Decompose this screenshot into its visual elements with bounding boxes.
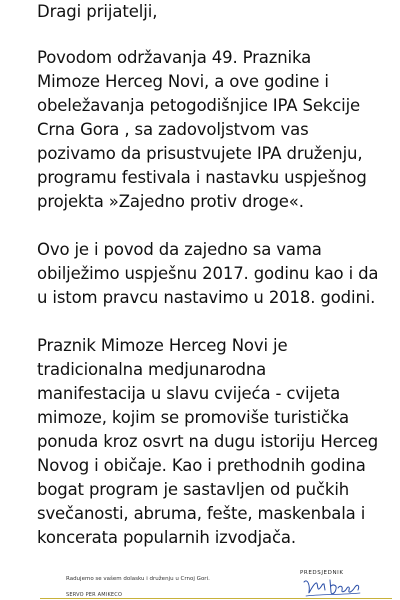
text-line: Praznik Mimoze Herceg Novi je — [37, 336, 288, 355]
text-line: obeležavanja petogodišnjice IPA Sekcije — [37, 96, 361, 115]
text-line: ponuda kroz osvrt na dugu istoriju Herceg — [37, 432, 379, 451]
text-line: u istom pravcu nastavimo u 2018. godini. — [37, 288, 376, 307]
text-line: pozivamo da prisustvujete IPA druženju, — [37, 144, 363, 163]
text-line: svečanosti, abruma, fešte, maskenbala i — [37, 504, 366, 523]
paragraph-festival-description — [37, 334, 387, 550]
paragraph-anniversary — [37, 238, 387, 310]
letter-body — [37, 0, 387, 550]
text-line: Mimoze Herceg Novi, a ove godine i — [37, 72, 329, 91]
text-line: programu festivala i nastavku uspješnog — [37, 168, 367, 187]
text-line: tradicionalna medjunarodna — [37, 360, 267, 379]
handwritten-signature-icon — [300, 574, 364, 600]
text-line: koncerata popularnih izvodjača. — [37, 528, 296, 547]
text-line: bogat program je sastavljen od pučkih — [37, 480, 350, 499]
text-line: projekta »Zajedno protiv droge«. — [37, 192, 304, 211]
footer-note: Radujemo se vašem dolasku i druženju u Crnoj Gori. — [66, 576, 210, 582]
letter-greeting: Dragi prijatelji, — [37, 2, 158, 21]
letter-footer — [0, 568, 400, 600]
text-line: mimoze, kojim se promoviše turistička — [37, 408, 350, 427]
footer-motto: SERVO PER AMIKECO — [66, 592, 123, 598]
text-line: manifestacija u slavu cvijeća - cvijeta — [37, 384, 341, 403]
text-line: Novog i običaje. Kao i prethodnih godina — [37, 456, 366, 475]
text-line: Ovo je i povod da zajedno sa vama — [37, 240, 322, 259]
text-line: Crna Gora , sa zadovoljstvom vas — [37, 120, 309, 139]
text-line: obilježimo uspješnu 2017. godinu kao i da — [37, 264, 379, 283]
president-label: PREDSJEDNIK — [300, 570, 344, 576]
paragraph-festival-invitation — [37, 46, 387, 214]
text-line: Povodom održavanja 49. Praznika — [37, 48, 312, 67]
